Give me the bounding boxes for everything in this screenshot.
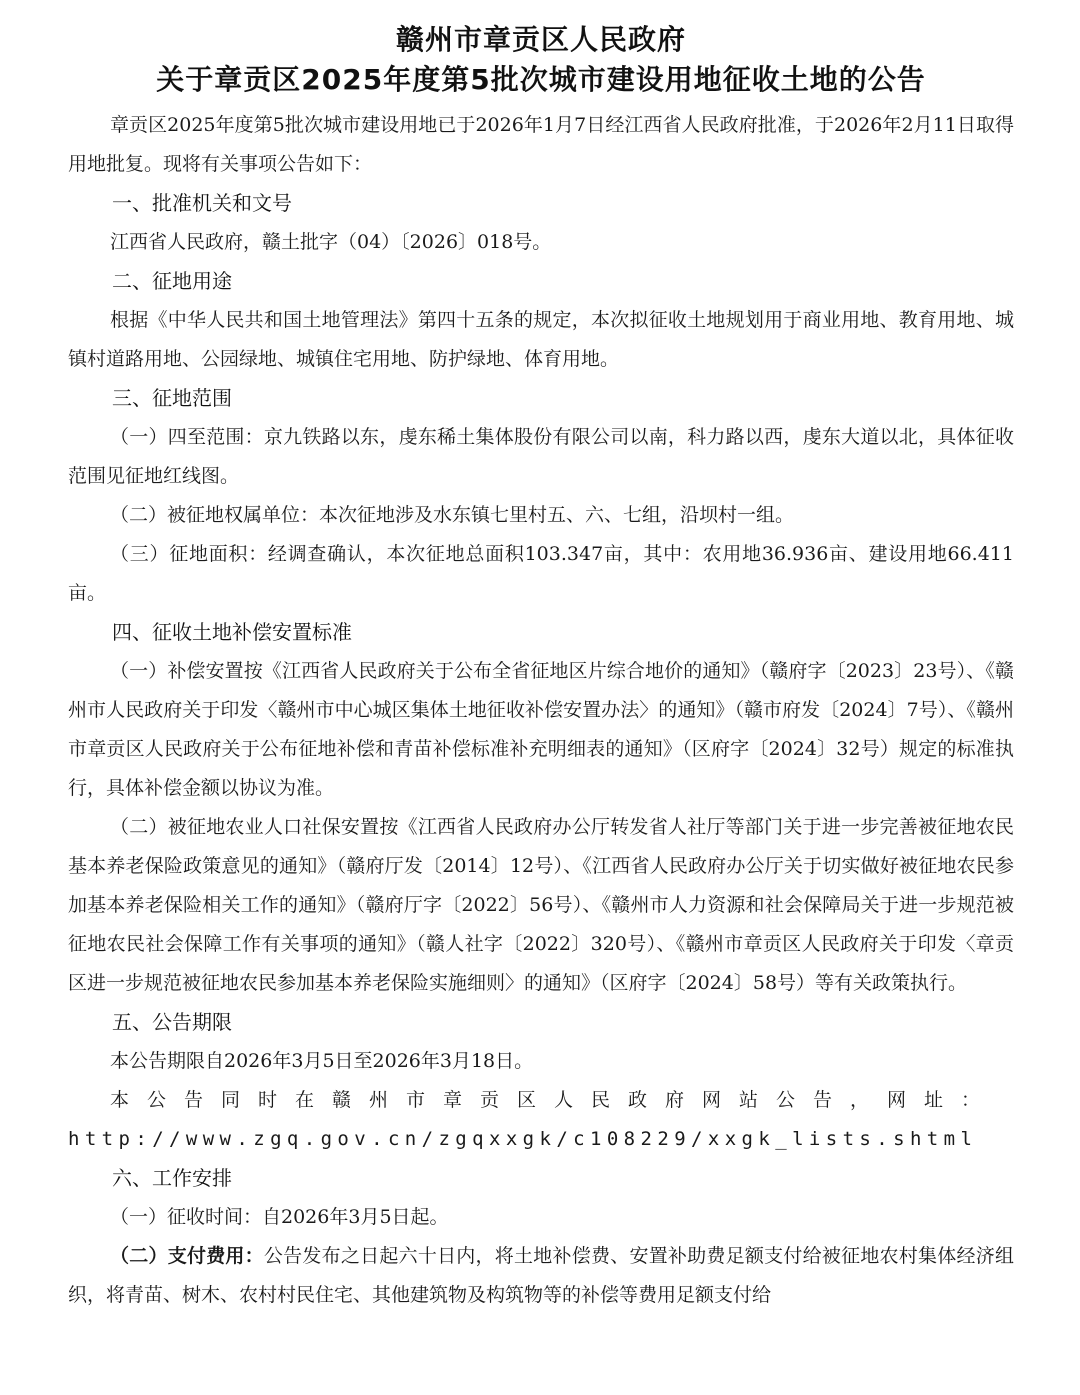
section5-heading: 五、公告期限 bbox=[112, 1010, 232, 1034]
title-issuer: 赣州市章贡区人民政府 bbox=[395, 23, 686, 56]
section6-item2 bbox=[68, 1237, 1014, 1315]
section2-text: 根据《中华人民共和国土地管理法》第四十五条的规定，本次拟征收土地规划用于商业用地、教育用地、城镇村道路用地、公园绿地、城镇住宅用地、防护绿地、体育用地。 bbox=[68, 309, 1014, 370]
section5-website-text: 本公告同时在赣州市章贡区人民政府网站公告，网址： bbox=[110, 1089, 999, 1111]
section3-item3: （三）征地面积：经调查确认，本次征地总面积103.347亩，其中：农用地36.936亩、建设用地66.411亩。 bbox=[68, 543, 1014, 604]
section3-item2: （二）被征地权属单位：本次征地涉及水东镇七里村五、六、七组，沿坝村一组。 bbox=[110, 504, 795, 526]
section1-heading: 一、批准机关和文号 bbox=[112, 191, 292, 215]
section1-text: 江西省人民政府，赣土批字（04）〔2026〕018号。 bbox=[110, 231, 552, 253]
section2-heading: 二、征地用途 bbox=[112, 269, 232, 293]
announcement-body bbox=[68, 106, 1014, 1315]
title-subject: 关于章贡区2025年度第5批次城市建设用地征收土地的公告 bbox=[156, 63, 926, 96]
announcement-url: http://www.zgq.gov.cn/zgqxxgk/c108229/xxgk_lists.shtml bbox=[68, 1128, 978, 1150]
section6-item2-text: 公告发布之日起六十日内，将土地补偿费、安置补助费足额支付给被征地农村集体经济组织，将青苗、树木、农村村民住宅、其他建筑物及构筑物等的补偿等费用足额支付给 bbox=[68, 1245, 1014, 1306]
section4-heading: 四、征收土地补偿安置标准 bbox=[112, 620, 352, 644]
section6-item2-lead: （二）支付费用： bbox=[110, 1245, 264, 1267]
section3-heading: 三、征地范围 bbox=[112, 386, 232, 410]
section3-item1: （一）四至范围：京九铁路以东，虔东稀土集体股份有限公司以南，科力路以西，虔东大道以北，具体征收范围见征地红线图。 bbox=[68, 426, 1014, 487]
intro-paragraph: 章贡区2025年度第5批次城市建设用地已于2026年1月7日经江西省人民政府批准，于2026年2月11日取得用地批复。现将有关事项公告如下： bbox=[68, 114, 1014, 175]
section6-heading: 六、工作安排 bbox=[112, 1166, 232, 1190]
section4-item2: （二）被征地农业人口社保安置按《江西省人民政府办公厅转发省人社厅等部门关于进一步完善被征地农民基本养老保险政策意见的通知》（赣府厅发〔2014〕12号）、《江西省人民政府办公厅关于切实做好被征地农民参加基本养老保险相关工作的通知》（赣府厅字〔2022〕56号）、《赣州市人力资源和社会保障局关于进一步规范被征地农民社会保障工作有关事项的通知》（赣人社字〔2022〕320号）、《赣州市章贡区人民政府关于印发〈章贡区进一步规范被征地农民参加基本养老保险实施细则〉的通知》（区府字〔2024〕58号）等有关政策执行。 bbox=[68, 816, 1014, 994]
section6-item1: （一）征收时间：自2026年3月5日起。 bbox=[110, 1206, 449, 1228]
section4-item1: （一）补偿安置按《江西省人民政府关于公布全省征地区片综合地价的通知》（赣府字〔2023〕23号）、《赣州市人民政府关于印发〈赣州市中心城区集体土地征收补偿安置办法〉的通知》（赣市府发〔2024〕7号）、《赣州市章贡区人民政府关于公布征地补偿和青苗补偿标准补充明细表的通知》（区府字〔2024〕32号）规定的标准执行，具体补偿金额以协议为准。 bbox=[68, 660, 1014, 799]
section5-text: 本公告期限自2026年3月5日至2026年3月18日。 bbox=[110, 1050, 534, 1072]
